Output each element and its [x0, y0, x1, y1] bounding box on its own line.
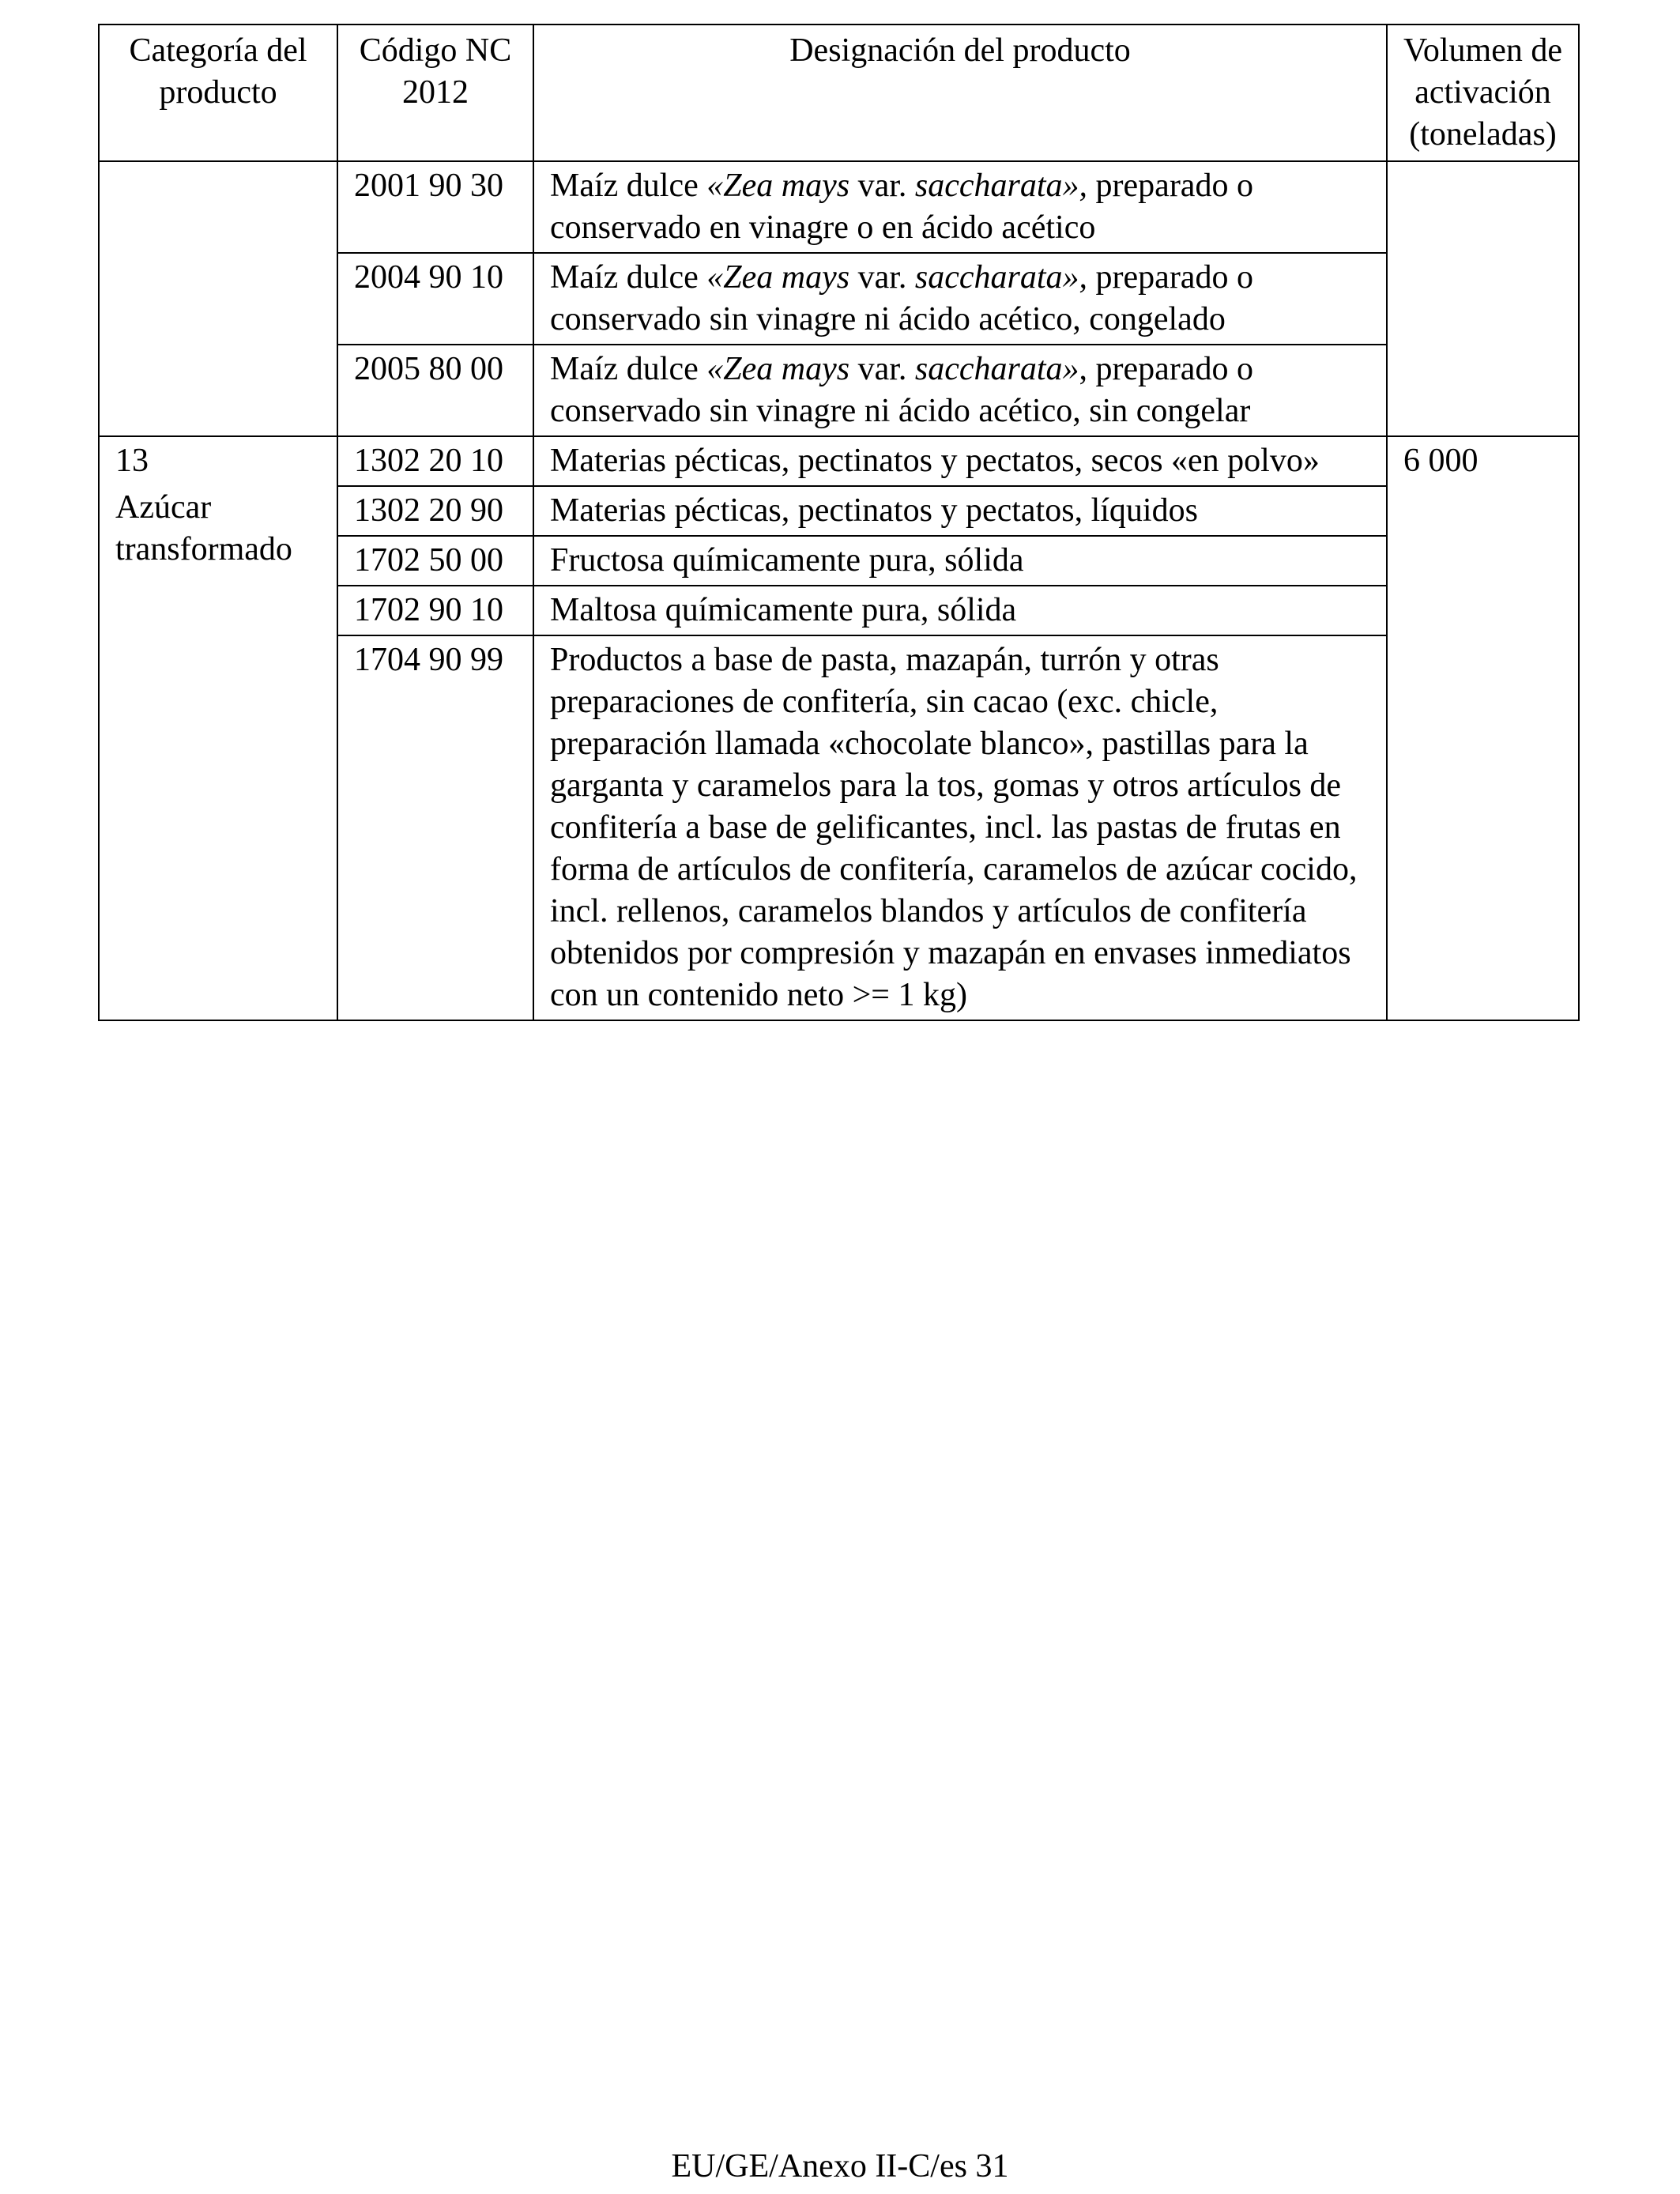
category-cell-continued — [99, 161, 337, 436]
page-footer: EU/GE/Anexo II-C/es 31 — [671, 2148, 1009, 2185]
code-cell: 2005 80 00 — [337, 345, 533, 436]
text-run: var. — [849, 168, 915, 204]
header-code: Código NC 2012 — [337, 25, 533, 161]
text-run: Maíz dulce — [550, 168, 707, 204]
text-run: preparado o conservado sin vinagre ni ácido acético, congelado — [550, 259, 1253, 337]
text-run: var. — [849, 351, 915, 387]
table-row — [99, 161, 1579, 253]
designation-cell: Materias pécticas, pectinatos y pectatos, líquidos — [533, 486, 1387, 536]
text-run: , preparado o conservado sin vinagre ni ácido acético, sin congelar — [550, 351, 1253, 429]
designation-cell — [533, 345, 1387, 436]
text-run: Maíz dulce — [550, 351, 707, 387]
designation-cell — [533, 161, 1387, 253]
header-volume: Volumen de activación (toneladas) — [1387, 25, 1579, 161]
table-row — [99, 436, 1579, 486]
designation-cell — [533, 253, 1387, 345]
code-cell: 1702 90 10 — [337, 586, 533, 635]
designation-cell: Fructosa químicamente pura, sólida — [533, 536, 1387, 586]
code-cell: 1302 20 10 — [337, 436, 533, 486]
italic-text: saccharata» — [914, 351, 1079, 387]
code-cell: 1702 50 00 — [337, 536, 533, 586]
product-table — [98, 24, 1580, 1021]
text-run: preparado o conservado en vinagre o en ácido acético — [550, 168, 1253, 246]
designation-cell: Productos a base de pasta, mazapán, turrón y otras preparaciones de confitería, sin cacao (exc. chicle, preparación llamada «chocolate blanco», pastillas para la garganta y caramelos para la tos, gomas y otros artículos de confitería a base de gelificantes, incl. las pastas de frutas en forma de artículos de confitería, caramelos de azúcar cocido, incl. rellenos, caramelos blandos y artículos de confitería obtenidos por compresión y mazapán en envases inmediatos con un contenido neto >= 1 kg) — [533, 635, 1387, 1020]
category-cell — [99, 436, 337, 1020]
designation-cell: Materias pécticas, pectinatos y pectatos, secos «en polvo» — [533, 436, 1387, 486]
text-run: Maíz dulce — [550, 259, 707, 296]
header-designation: Designación del producto — [533, 25, 1387, 161]
italic-text: «Zea mays — [706, 168, 850, 204]
code-cell: 2004 90 10 — [337, 253, 533, 345]
code-cell: 2001 90 30 — [337, 161, 533, 253]
volume-cell-continued — [1387, 161, 1579, 436]
code-cell: 1704 90 99 — [337, 635, 533, 1020]
category-number: 13 — [115, 443, 149, 479]
text-run: var. — [849, 259, 915, 296]
table-header-row — [99, 25, 1579, 161]
italic-text: «Zea mays — [706, 351, 850, 387]
category-name: Azúcar transformado — [115, 489, 292, 567]
header-category: Categoría del producto — [99, 25, 337, 161]
code-cell: 1302 20 90 — [337, 486, 533, 536]
italic-text: «Zea mays — [706, 259, 850, 296]
italic-text: saccharata», — [914, 168, 1088, 204]
italic-text: saccharata», — [914, 259, 1088, 296]
volume-cell: 6 000 — [1387, 436, 1579, 1020]
designation-cell: Maltosa químicamente pura, sólida — [533, 586, 1387, 635]
